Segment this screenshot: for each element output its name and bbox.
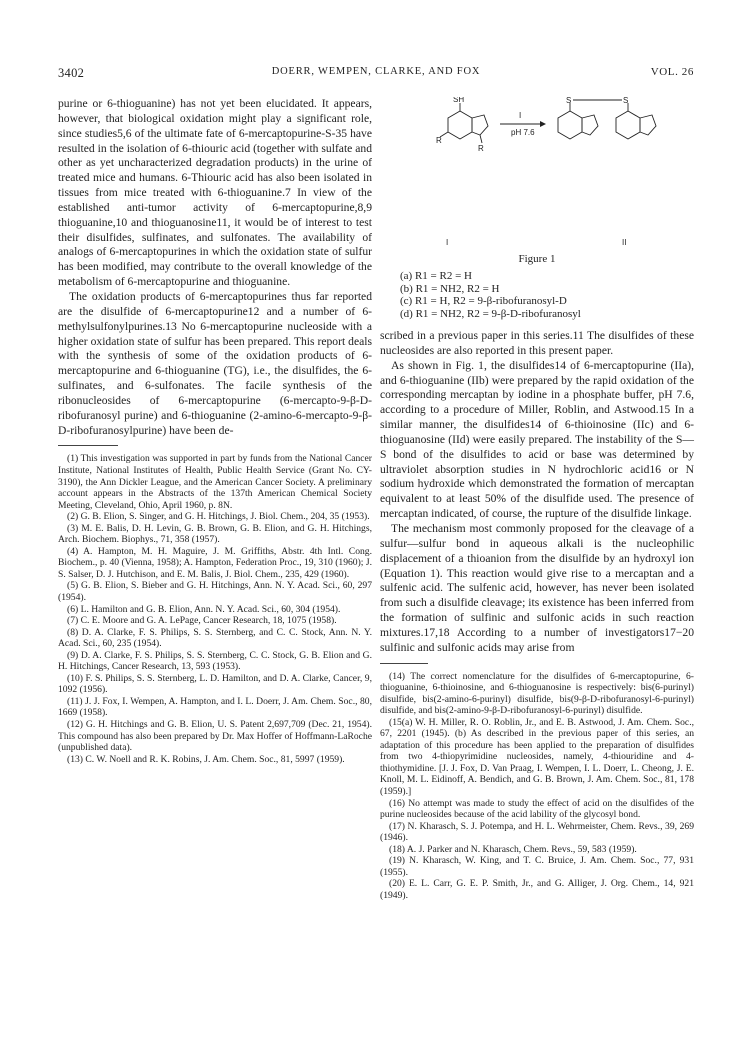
footnote: (8) D. A. Clarke, F. S. Philips, S. S. Sternberg, and C. C. Stock, Ann. N. Y. Acad. Sci., 60, 235 (1954).	[58, 626, 372, 650]
arrow-reagent-label: I	[519, 111, 522, 120]
roman-label-left: I	[446, 238, 449, 247]
figure-caption: Figure 1	[518, 253, 556, 265]
footnote: (5) G. B. Elion, S. Bieber and G. H. Hitchings, Ann. N. Y. Acad. Sci., 60, 297 (1954).	[58, 580, 372, 603]
footnote: (15(a) W. H. Miller, R. O. Roblin, Jr., and E. B. Astwood, J. Am. Chem. Soc., 67, 2201 (1945). (b) As described in the previous paper of this series, an adaptation of this procedure has been applied to the preparation of disulfides from two 4-thiopyrimidine nucleosides, namely, 4-thiouridine and 4-thiothymidine. [J. J. Fox, D. Van Praag, I. Wempen, I. L. Doerr, L. Cheong, J. E. Knoll, M. L. Eidinoff, A. Bendich, and G. B. Brown, J. Am. Chem. Soc., 81, 178 (1959).]	[380, 716, 694, 798]
body-paragraph: purine or 6-thioguanine) has not yet been elucidated. It appears, however, that biological oxidation might play a significant role, since studies5,6 of the ultimate fate of 6-mercaptopurine-S-35 have resulted in the isolation of 6-thiouric acid (together with sulfate and other as yet uncharacterized degradation products) in the urine of treated mice and humans. 6-Thiouric acid has also been isolated in tissues from mice treated with 6-thioguanine.7 In view of the established anti-tumor activity of 6-mercaptopurine,8,9 thioguanine,10 and thioguanosine11, it would be of interest to test their disulfides, sulfinates, and sulfonates. The availability of analogs of 6-mercaptopurines in which the oxidation state of sulfur has been modified, may contribute to the overall knowledge of the metabolism of 6-mercaptopurine and thioguanine.	[58, 97, 372, 289]
substituent-item: (c) R1 = H, R2 = 9-β-ribofuranosyl-D	[400, 295, 567, 308]
footnote: (14) The correct nomenclature for the disulfides of 6-mercaptopurine, 6-thioguanine, 6-thioinosine, and 6-thioguanosine is respectively: bis(6-purinyl) disulfide, bis(2-amino-6-purinyl) disulfide, bis(9-β-D-ribofuranosyl-6-purinyl) disulfide, and bis(2-amino-9-β-D-ribofuranosyl-6-purinyl) disulfide.	[380, 670, 694, 717]
footnote: (16) No attempt was made to study the effect of acid on the disulfides of the purine nucleosides because of the acid lability of the glycosyl bond.	[380, 797, 694, 821]
body-paragraph: scribed in a previous paper in this series.11 The disulfides of these nucleosides are also reported in this present paper.	[380, 329, 694, 357]
figure-1	[380, 97, 694, 329]
volume-label: VOL. 26	[650, 66, 694, 78]
footnote: (1) This investigation was supported in part by funds from the National Cancer Institute, National Institutes of Health, Public Health Service (Grant No. CY-3190), the Ann Dickler League, and the American Cancer Society. A preliminary account appears in the Abstracts of the 137th American Chemical Society Meeting, Cleveland, Ohio, April 1960, p. 8N.	[58, 453, 372, 511]
footnote: (4) A. Hampton, M. H. Maguire, J. M. Griffiths, Abstr. 4th Intl. Cong. Biochem., p. 40 (Vienna, 1958); A. Hampton, Federation Proc., 19, 310 (1960); J. S. Salser, D. J. Hutchison, and E. M. Balis, J. Biol. Chem., 235, 429 (1960).	[58, 545, 372, 580]
footnote: (2) G. B. Elion, S. Singer, and G. H. Hitchings, J. Biol. Chem., 204, 35 (1953).	[67, 511, 370, 523]
figure-substituent-list	[400, 270, 581, 320]
footnote: (3) M. E. Balis, D. H. Levin, G. B. Brown, G. B. Elion, and G. H. Hitchings, Arch. Biochem. Biophys., 71, 358 (1957).	[58, 522, 372, 546]
s-label-1: S	[566, 97, 572, 105]
r2-label: R	[478, 144, 484, 153]
left-column	[58, 97, 372, 765]
footnote: (12) G. H. Hitchings and G. B. Elion, U. S. Patent 2,697,709 (Dec. 21, 1954). This compound has also been prepared by Dr. Max Hoffer of Hoffmann-LaRoche (unpublished data).	[58, 718, 372, 754]
body-paragraph: The oxidation products of 6-mercaptopurines thus far reported are the disulfide of 6-mercaptopurine12 and a number of 6-methylsulfonylpurines.13 No 6-mercaptopurine nucleoside with a higher oxidation state of sulfur has been prepared. This report deals with the synthesis of some of the oxidation products of 6-mercaptopurine and 6-thioguanine (TG), i.e., the disulfides, the 6-sulfinates, and 6-sulfonates. The facile synthesis of the ribonucleosides of 6-mercaptopurine (6-mercapto-9-β-D-ribofuranosyl purine) and 6-thioguanine (2-amino-6-mercapto-9-β-D-ribofuranosylpurine) have been de-	[58, 289, 372, 437]
running-authors: DOERR, WEMPEN, CLARKE, AND FOX	[271, 66, 481, 77]
footnote: (18) A. J. Parker and N. Kharasch, Chem. Revs., 59, 583 (1959).	[389, 843, 637, 855]
r1-label: R	[436, 136, 442, 145]
footnote: (20) E. L. Carr, G. E. P. Smith, Jr., and G. Alliger, J. Org. Chem., 14, 921 (1949).	[380, 878, 694, 901]
purine-structure-left	[436, 97, 488, 247]
substituent-item: (a) R1 = R2 = H	[400, 270, 472, 282]
page-number: 3402	[58, 66, 85, 80]
footnote: (11) J. J. Fox, I. Wempen, A. Hampton, and I. L. Doerr, J. Am. Chem. Soc., 80, 1669 (1958).	[58, 695, 372, 719]
arrow-condition-label: pH 7.6	[511, 128, 535, 137]
footnotes-right	[380, 671, 694, 902]
running-header	[58, 66, 694, 82]
sh-label: SH	[453, 97, 465, 104]
disulfide-structure-right	[558, 97, 656, 247]
reaction-arrow	[500, 111, 546, 137]
footnote: (7) C. E. Moore and G. A. LePage, Cancer Research, 18, 1075 (1958).	[67, 615, 337, 627]
footnote-divider	[380, 663, 428, 664]
substituent-item: (b) R1 = NH2, R2 = H	[400, 282, 500, 295]
reaction-scheme	[380, 97, 694, 247]
roman-label-right: II	[622, 238, 627, 247]
footnote: (13) C. W. Noell and R. K. Robins, J. Am. Chem. Soc., 81, 5997 (1959).	[67, 753, 345, 765]
footnote: (6) L. Hamilton and G. B. Elion, Ann. N. Y. Acad. Sci., 60, 304 (1954).	[67, 603, 341, 615]
body-paragraph: The mechanism most commonly proposed for the cleavage of a sulfur—sulfur bond in aqueous alkali is the nucleophilic displacement of a thioanion from the disulfide by an hydroxyl ion (Equation 1). This reaction would give rise to a mercaptan and a sulfenic acid. The sulfenic acid, however, has never been isolated from such a disulfide cleavage; its existence has been inferred from the formation of sulfinic and sulfonic acids in such reaction mixtures.17,18 According to a number of investigators17−20 sulfinic and sulfonic acids may arise from	[380, 521, 694, 654]
footnote-divider	[58, 445, 118, 446]
substituent-item: (d) R1 = NH2, R2 = 9-β-D-ribofuranosyl	[400, 307, 581, 320]
footnote: (17) N. Kharasch, S. J. Potempa, and H. L. Wehrmeister, Chem. Revs., 39, 269 (1946).	[380, 820, 694, 844]
footnotes-left	[58, 453, 372, 765]
body-paragraph: As shown in Fig. 1, the disulfides14 of 6-mercaptopurine (IIa), and 6-thioguanine (IIb) were prepared by the rapid oxidation of the corresponding mercaptan by iodine in a phosphate buffer, pH 7.6, according to a procedure of Miller, Roblin, and Astwood.15 In a similar manner, the disulfides14 of 6-thioinosine (IIc) and 6-thioguanosine (IId) were easily prepared. The instability of the S—S bond of the disulfides to acid or base was determined by ultraviolet absorption studies in N hydrochloric acid16 or N sodium hydroxide which demonstrated the formation of mercaptan equivalent to at least 50% of the disulfide used. The presence of mercaptan indicated, of course, the rupture of the disulfide linkage.	[380, 358, 694, 521]
footnote: (19) N. Kharasch, W. King, and T. C. Bruice, J. Am. Chem. Soc., 77, 931 (1955).	[380, 855, 694, 878]
s-label-2: S	[623, 97, 629, 105]
footnote: (9) D. A. Clarke, F. S. Philips, S. S. Sternberg, C. C. Stock, G. B. Elion and G. H. Hitchings, Cancer Research, 13, 593 (1953).	[58, 649, 372, 673]
right-column	[380, 97, 694, 902]
footnote: (10) F. S. Philips, S. S. Sternberg, L. D. Hamilton, and D. A. Clarke, Cancer, 9, 1092 (1956).	[58, 672, 372, 696]
